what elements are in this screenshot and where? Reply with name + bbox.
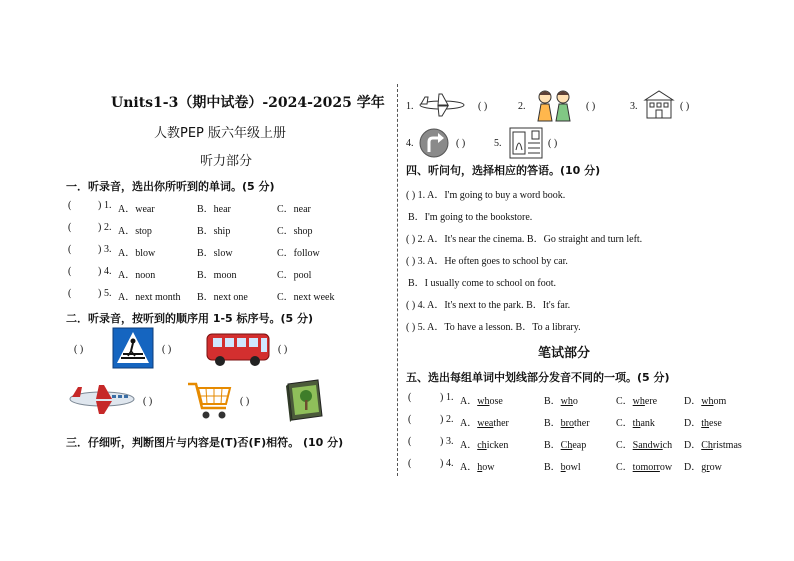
word-rest: ristmas	[712, 440, 742, 451]
option-letter: D．	[684, 462, 702, 473]
option-c: C．follow	[277, 248, 320, 259]
word-rest: ose	[489, 396, 503, 407]
item-number: 5.	[494, 138, 502, 149]
option-b: B．moon	[197, 270, 237, 281]
bus-icon	[205, 330, 271, 368]
underlined-part: wea	[477, 418, 494, 429]
answer-paren-open[interactable]: (	[68, 222, 72, 233]
option-a: A．noon	[118, 270, 156, 281]
question-line: ( ) 4. A．It's next to the park. B．It's far.	[406, 300, 571, 311]
question-number: 5.	[104, 288, 112, 299]
option-letter: B．	[544, 462, 561, 473]
option-a: A．next month	[118, 292, 181, 303]
question-line: B．I usually come to school on foot.	[408, 278, 557, 289]
word-rest: ch	[662, 440, 673, 451]
option-a	[460, 458, 494, 473]
question-number: 3.	[446, 436, 454, 447]
option-b: B．next one	[197, 292, 248, 303]
option-letter: A．	[460, 396, 478, 407]
option-b	[544, 458, 581, 473]
answer-blank[interactable]: ( )	[586, 101, 596, 112]
option-b: B．hear	[197, 204, 231, 215]
option-c: C．shop	[277, 226, 313, 237]
section5-heading: 五、选出每组单词中划线部分发音不同的一项。(5 分)	[406, 371, 670, 384]
option-letter: D．	[684, 440, 702, 451]
word-rest: ank	[640, 418, 655, 429]
postcard-icon	[508, 126, 544, 160]
item-number: 3.	[630, 101, 638, 112]
option-c	[616, 458, 672, 473]
answer-paren-close[interactable]: )	[440, 458, 444, 469]
question-line: ( ) 2. A．It's near the cinema. B．Go straight and turn left.	[406, 234, 643, 245]
word-rest: eap	[572, 440, 587, 451]
option-letter: B．	[544, 418, 561, 429]
answer-paren-open[interactable]: (	[68, 266, 72, 277]
word-rest: ther	[493, 418, 509, 429]
question-number: 1.	[104, 200, 112, 211]
underlined-part: b	[560, 462, 566, 473]
option-letter: C．	[616, 396, 633, 407]
option-b	[544, 392, 578, 407]
answer-paren-close[interactable]: )	[98, 200, 102, 211]
option-a: A．stop	[118, 226, 152, 237]
answer-paren-close[interactable]: )	[440, 392, 444, 403]
option-b	[544, 414, 590, 429]
airplane-icon	[418, 92, 466, 118]
section1-heading: 一．听录音，选出你所听到的单词。(5 分)	[66, 180, 275, 193]
question-number: 3.	[104, 244, 112, 255]
underlined-part: Ch	[560, 440, 573, 451]
answer-blank[interactable]: ( )	[478, 101, 488, 112]
option-a	[460, 436, 508, 451]
answer-paren-open[interactable]: (	[68, 244, 72, 255]
option-c: C．near	[277, 204, 311, 215]
option-d	[684, 392, 726, 407]
answer-blank[interactable]: ( )	[143, 396, 153, 407]
underlined-part: gr	[701, 462, 710, 473]
answer-blank[interactable]: ( )	[240, 396, 250, 407]
column-divider	[397, 84, 398, 476]
shopping-cart-icon	[186, 378, 234, 422]
word-rest: ere	[644, 396, 658, 407]
underlined-part: bro	[560, 418, 575, 429]
option-d	[684, 458, 722, 473]
answer-paren-close[interactable]: )	[98, 266, 102, 277]
item-number: 1.	[406, 101, 414, 112]
answer-paren-open[interactable]: (	[68, 200, 72, 211]
page-title: Units1-3（期中试卷）-2024-2025 学年	[111, 95, 385, 111]
word-rest: om	[713, 396, 727, 407]
underlined-part: Sandwi	[632, 440, 663, 451]
listening-heading: 听力部分	[200, 154, 253, 169]
underlined-part: h	[477, 462, 483, 473]
word-rest: icken	[486, 440, 509, 451]
writing-heading: 笔试部分	[538, 346, 591, 361]
option-letter: B．	[544, 396, 561, 407]
option-letter: A．	[460, 440, 478, 451]
question-line: ( ) 1. A．I'm going to buy a word book.	[406, 190, 566, 201]
underlined-part: wh	[477, 396, 490, 407]
answer-paren-close[interactable]: )	[440, 414, 444, 425]
option-a	[460, 392, 503, 407]
answer-paren-open[interactable]: (	[408, 436, 412, 447]
question-number: 4.	[446, 458, 454, 469]
answer-paren-open[interactable]: (	[408, 392, 412, 403]
option-d	[684, 414, 722, 429]
answer-paren-close[interactable]: )	[440, 436, 444, 447]
question-number: 4.	[104, 266, 112, 277]
word-rest: ese	[709, 418, 722, 429]
airplane-icon	[66, 381, 138, 417]
option-b: B．ship	[197, 226, 231, 237]
page-subtitle: 人教PEP 版六年级上册	[154, 126, 287, 141]
question-line: B．I'm going to the bookstore.	[408, 212, 533, 223]
option-letter: A．	[460, 462, 478, 473]
section3-heading: 三．仔细听，判断图片与内容是(T)否(F)相符。 (10 分)	[66, 436, 344, 449]
crosswalk-sign-icon	[112, 327, 154, 369]
question-line: ( ) 3. A．He often goes to school by car.	[406, 256, 568, 267]
turn-right-sign-icon	[418, 127, 450, 159]
underlined-part: th	[632, 418, 641, 429]
answer-blank[interactable]: ( )	[162, 344, 172, 355]
option-letter: C．	[616, 440, 633, 451]
section4-heading: 四、听问句，选择相应的答语。(10 分)	[406, 164, 601, 177]
answer-paren-close[interactable]: )	[98, 244, 102, 255]
answer-blank[interactable]: ( )	[680, 101, 690, 112]
option-letter: A．	[460, 418, 478, 429]
underlined-part: wh	[632, 396, 645, 407]
building-icon	[643, 88, 675, 120]
underlined-part: wh	[560, 396, 573, 407]
word-rest: ther	[574, 418, 590, 429]
item-number: 2.	[518, 101, 526, 112]
underlined-part: th	[701, 418, 710, 429]
answer-blank[interactable]: ( )	[74, 344, 84, 355]
word-rest: owl	[565, 462, 581, 473]
word-rest: ow	[659, 462, 673, 473]
section2-heading: 二．听录音，按听到的顺序用 1-5 标序号。(5 分)	[66, 312, 314, 325]
book-icon	[282, 378, 326, 424]
option-a: A．wear	[118, 204, 155, 215]
option-c	[616, 436, 672, 451]
question-number: 1.	[446, 392, 454, 403]
word-rest: o	[572, 396, 578, 407]
word-rest: ow	[709, 462, 722, 473]
option-a: A．blow	[118, 248, 156, 259]
answer-blank[interactable]: ( )	[456, 138, 466, 149]
question-number: 2.	[446, 414, 454, 425]
question-number: 2.	[104, 222, 112, 233]
answer-paren-open[interactable]: (	[408, 414, 412, 425]
underlined-part: ch	[477, 440, 487, 451]
answer-paren-open[interactable]: (	[68, 288, 72, 299]
option-letter: D．	[684, 396, 702, 407]
underlined-part: tomorr	[632, 462, 660, 473]
option-letter: B．	[544, 440, 561, 451]
option-c	[616, 414, 655, 429]
answer-paren-close[interactable]: )	[98, 288, 102, 299]
word-rest: ow	[482, 462, 495, 473]
option-letter: C．	[616, 418, 633, 429]
option-c: C．pool	[277, 270, 312, 281]
option-d	[684, 436, 742, 451]
option-letter: D．	[684, 418, 702, 429]
underlined-part: wh	[701, 396, 714, 407]
underlined-part: Ch	[701, 440, 713, 451]
option-c: C．next week	[277, 292, 335, 303]
option-b: B．slow	[197, 248, 233, 259]
option-b	[544, 436, 586, 451]
answer-blank[interactable]: ( )	[278, 344, 288, 355]
children-icon	[532, 88, 576, 122]
answer-paren-open[interactable]: (	[408, 458, 412, 469]
option-letter: C．	[616, 462, 633, 473]
question-line: ( ) 5. A．To have a lesson. B．To a library.	[406, 322, 581, 333]
answer-blank[interactable]: ( )	[548, 138, 558, 149]
item-number: 4.	[406, 138, 414, 149]
answer-paren-close[interactable]: )	[98, 222, 102, 233]
option-c	[616, 392, 657, 407]
option-a	[460, 414, 509, 429]
